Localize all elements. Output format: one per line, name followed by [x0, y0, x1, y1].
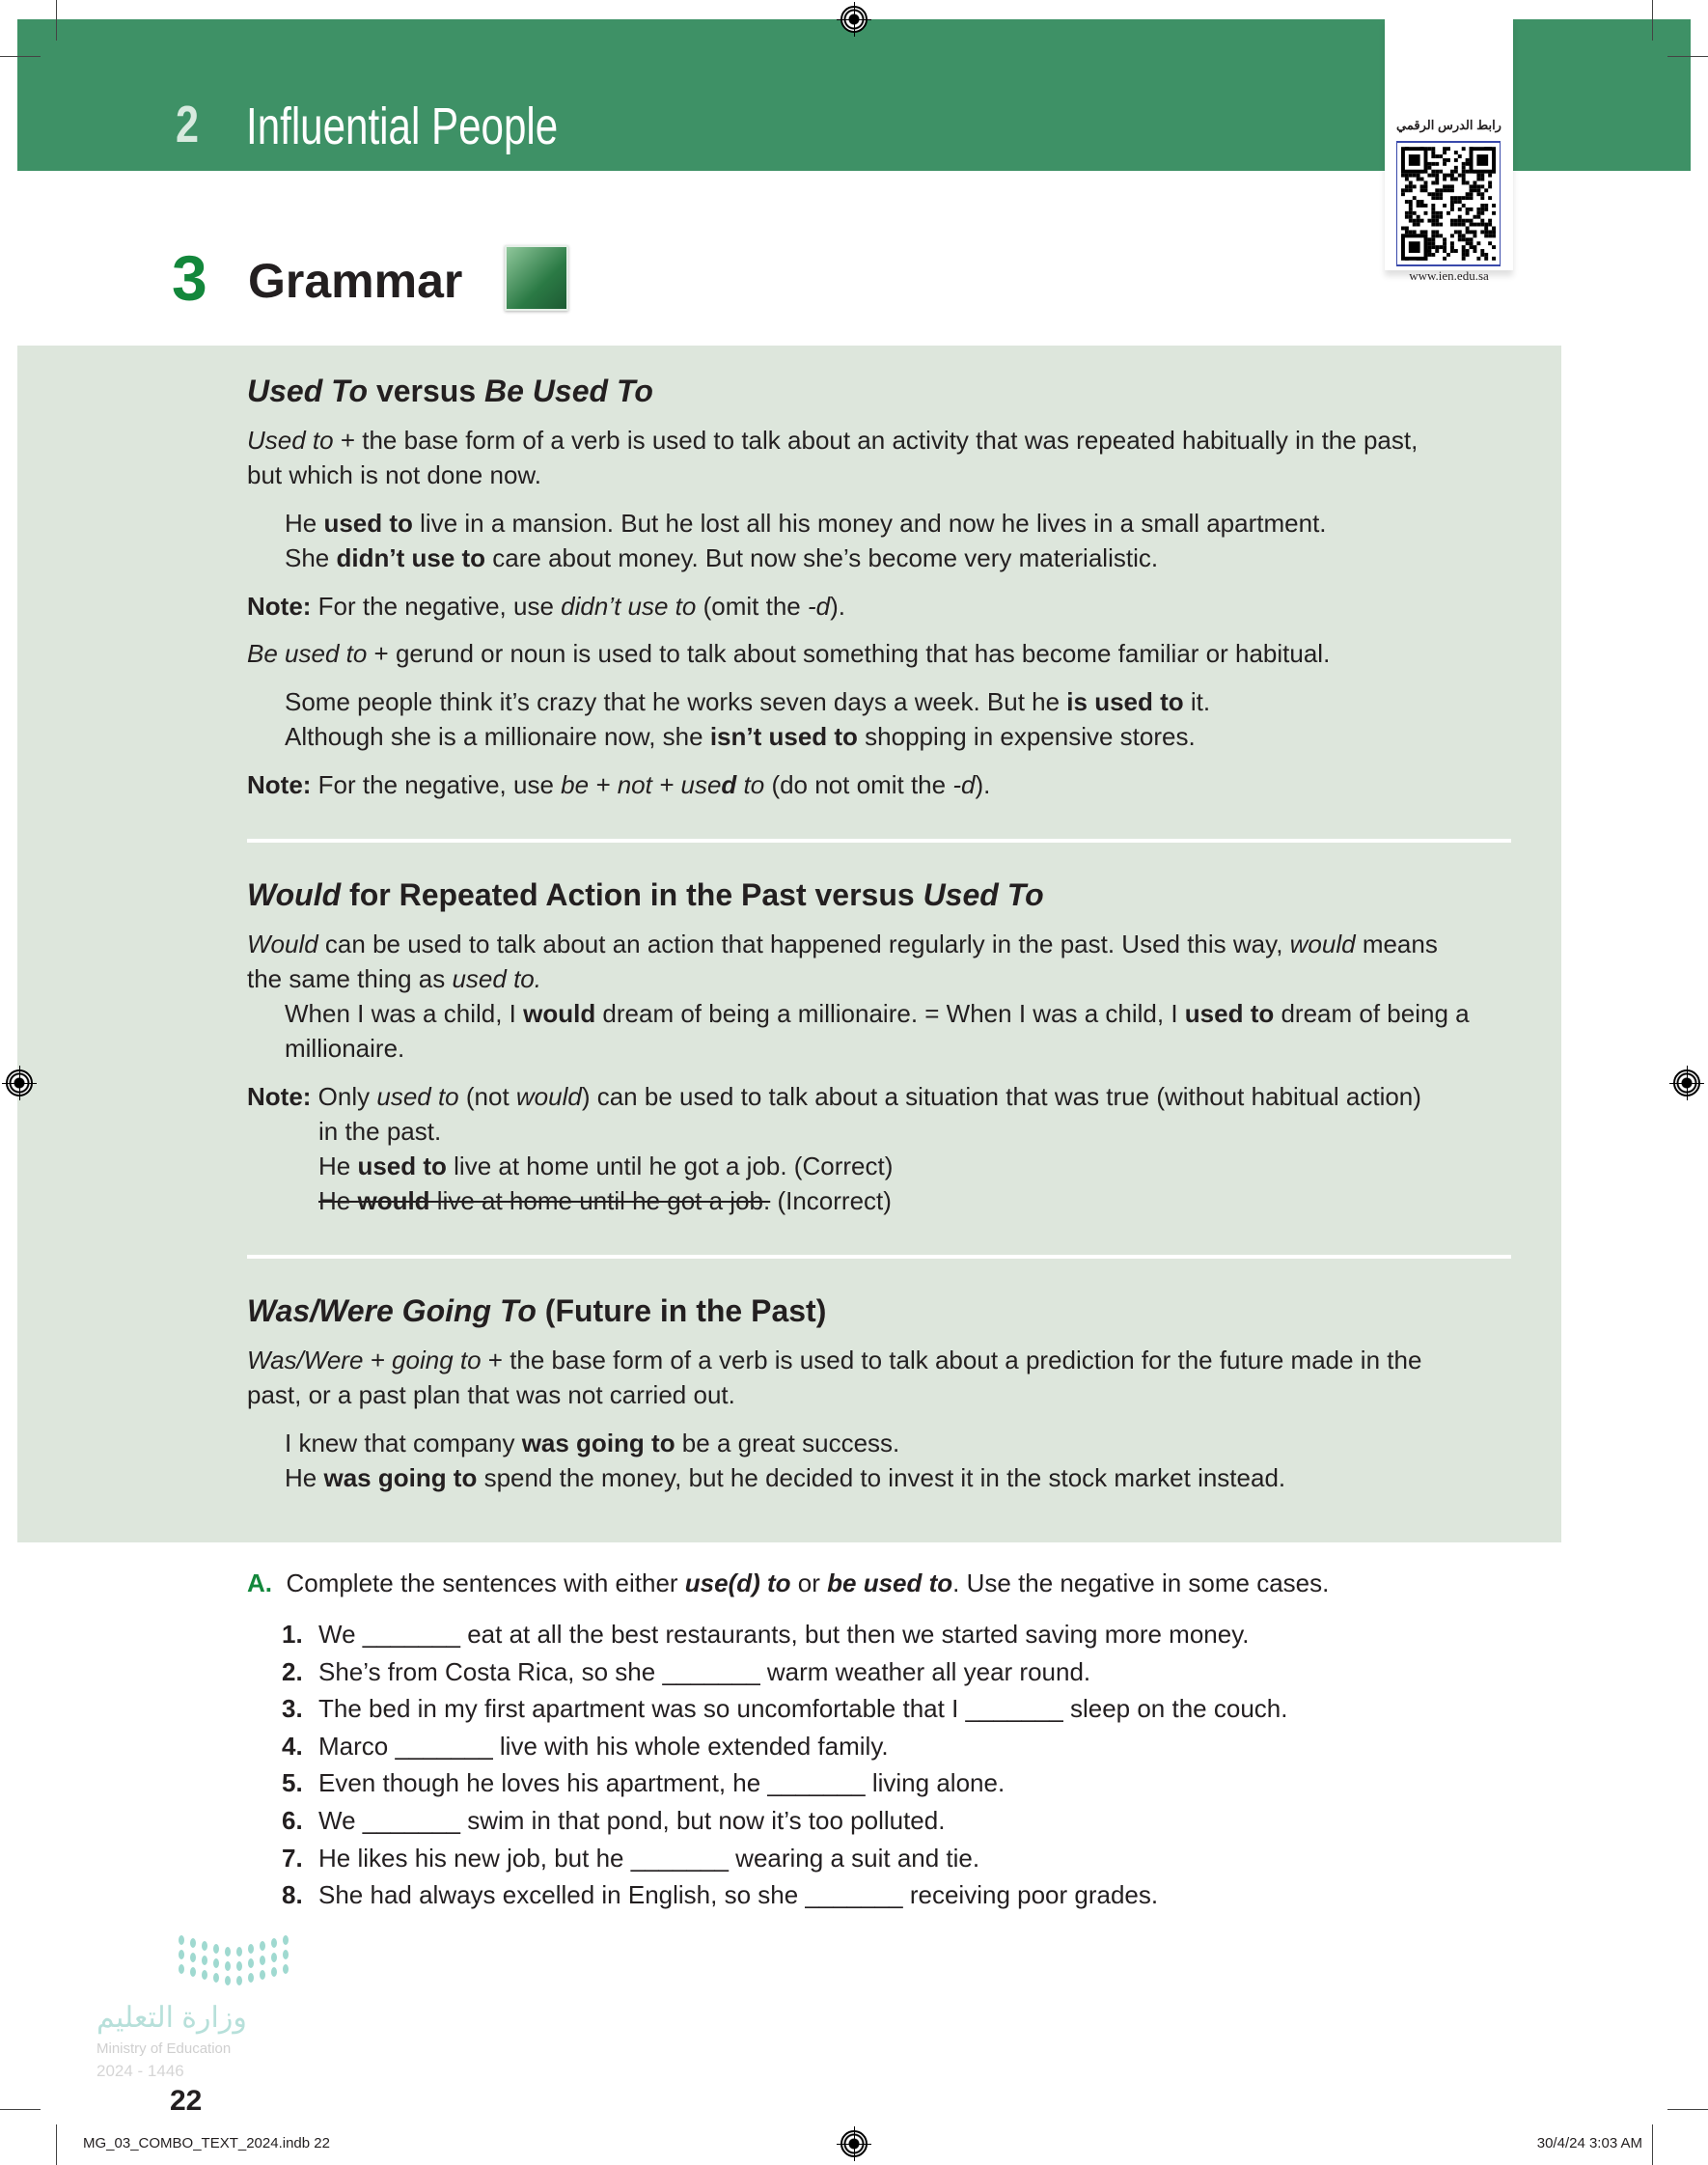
- text-segment: was going to: [323, 1463, 478, 1492]
- exercise-item: [282, 1691, 1287, 1729]
- print-timestamp: 30/4/24 3:03 AM: [1536, 2135, 1642, 2151]
- text-line: [247, 1114, 1511, 1149]
- text-segment: used to: [323, 509, 413, 538]
- text-segment: to: [736, 770, 765, 799]
- text-segment: would: [1289, 930, 1356, 958]
- text-segment: Some people think it’s crazy that he works seven days a week. But he: [285, 687, 1067, 716]
- text-segment: is used to: [1066, 687, 1184, 716]
- text-segment: live at home until he got a job.: [429, 1186, 771, 1215]
- exercise-instruction: [247, 1566, 1329, 1600]
- item-text: Marco _______ live with his whole extended family.: [318, 1731, 889, 1761]
- exercise-item: [282, 1617, 1287, 1654]
- item-text: He likes his new job, but he _______ wearing a suit and tie.: [318, 1843, 980, 1873]
- text-segment: versus: [368, 374, 485, 408]
- text-segment: or: [790, 1568, 828, 1597]
- text-segment: Be Used To: [484, 374, 653, 408]
- item-text: She had always excelled in English, so she _______ receiving poor grades.: [318, 1880, 1159, 1910]
- text-segment: He: [318, 1152, 358, 1180]
- text-segment: be a great success.: [675, 1429, 900, 1457]
- text-segment: ).: [830, 592, 845, 621]
- grammar-content: [247, 372, 1511, 1495]
- text-segment: (do not omit the: [764, 770, 953, 799]
- crop-mark-icon: [1667, 56, 1708, 57]
- crop-mark-icon: [56, 2124, 57, 2165]
- para-block: [247, 927, 1511, 996]
- example-block: [247, 996, 1511, 1066]
- text-line: [247, 636, 1511, 671]
- text-segment: For the negative, use: [311, 592, 562, 621]
- qr-label: رابط الدرس الرقمي: [1396, 118, 1501, 132]
- text-segment: + the base form of a verb is used to talk about an activity that was repeated habitually in the past,: [333, 426, 1419, 455]
- example-block: [247, 506, 1511, 575]
- unit-number: 2: [176, 96, 200, 153]
- text-segment: would: [515, 1082, 582, 1111]
- exercise-items: [282, 1617, 1287, 1915]
- qr-code-icon[interactable]: [1396, 141, 1501, 266]
- book-icon: [505, 245, 568, 311]
- text-line: [247, 767, 1511, 802]
- item-number: 5.: [282, 1768, 303, 1798]
- text-segment: Although she is a millionaire now, she: [285, 722, 710, 751]
- text-segment: Would: [247, 877, 342, 912]
- text-segment: Was/Were Going To: [247, 1293, 537, 1328]
- text-line: [247, 1149, 1511, 1183]
- text-line: [247, 927, 1511, 961]
- text-segment: (omit the: [696, 592, 808, 621]
- text-segment: Used To: [247, 374, 369, 408]
- text-segment: Would: [247, 930, 318, 958]
- section-number: 3: [172, 242, 207, 314]
- item-text: We _______ swim in that pond, but now it’s too polluted.: [318, 1805, 946, 1835]
- item-number: 1.: [282, 1620, 303, 1649]
- text-segment: would: [523, 999, 596, 1028]
- text-segment: Only: [311, 1082, 377, 1111]
- text-segment: care about money. But now she’s become very materialistic.: [485, 543, 1159, 572]
- grammar-heading: [247, 875, 1511, 914]
- instruction-text: [286, 1568, 1329, 1597]
- text-line: [285, 541, 1511, 575]
- text-segment: dream of being a millionaire. = When I was a child, I: [595, 999, 1185, 1028]
- text-segment: used to: [376, 1082, 459, 1111]
- text-segment: He: [318, 1186, 358, 1215]
- text-segment: live in a mansion. But he lost all his money and now he lives in a small apartment.: [412, 509, 1327, 538]
- text-line: [247, 458, 1511, 492]
- text-line: [285, 684, 1511, 719]
- item-number: 7.: [282, 1843, 303, 1873]
- qr-url[interactable]: www.ien.edu.sa: [1409, 268, 1489, 283]
- text-segment: be + not + use: [561, 770, 722, 799]
- item-number: 2.: [282, 1656, 303, 1686]
- section-title: Grammar: [248, 254, 463, 308]
- text-line: [247, 423, 1511, 458]
- example-block: [247, 684, 1511, 754]
- text-segment: For the negative, use: [311, 770, 562, 799]
- section-divider: [247, 1255, 1511, 1259]
- text-line: [285, 506, 1511, 541]
- text-segment: was going to: [521, 1429, 675, 1457]
- text-segment: for Repeated Action in the Past versus: [341, 877, 923, 912]
- text-line: [247, 1183, 1511, 1218]
- text-segment: in the past.: [318, 1117, 442, 1146]
- text-segment: but which is not done now.: [247, 460, 541, 489]
- text-segment: + the base form of a verb is used to talk about a prediction for the future made in the: [481, 1346, 1422, 1374]
- crop-mark-icon: [1652, 2124, 1653, 2165]
- text-segment: Be used to: [247, 639, 368, 668]
- text-segment: Note:: [247, 592, 312, 621]
- text-segment: -d: [952, 770, 976, 799]
- text-segment: -d: [807, 592, 831, 621]
- text-segment: He: [285, 1463, 324, 1492]
- exercise-letter: A.: [247, 1568, 272, 1597]
- text-segment: (not: [458, 1082, 516, 1111]
- text-line: [285, 1426, 1511, 1460]
- item-text: We _______ eat at all the best restaurants, but then we started saving more money.: [318, 1620, 1250, 1649]
- ministry-logo-icon: [96, 1930, 347, 2008]
- item-number: 6.: [282, 1805, 303, 1835]
- exercise-item: [282, 1729, 1287, 1766]
- note-block: [247, 589, 1511, 624]
- text-line: [285, 996, 1511, 1031]
- exercise-item: [282, 1877, 1287, 1915]
- item-text: Even though he loves his apartment, he _______ living alone.: [318, 1768, 1006, 1798]
- text-segment: used to: [357, 1152, 447, 1180]
- para-block: [247, 1343, 1511, 1412]
- text-segment: it.: [1183, 687, 1211, 716]
- exercise-item: [282, 1765, 1287, 1803]
- text-segment: millionaire.: [285, 1034, 405, 1063]
- qr-card[interactable]: [1385, 17, 1513, 283]
- item-number: 3.: [282, 1694, 303, 1724]
- text-line: [247, 1079, 1511, 1114]
- exercise-item: [282, 1841, 1287, 1878]
- text-segment: used to: [1184, 999, 1275, 1028]
- note-block: [247, 1079, 1511, 1218]
- text-line: [285, 1031, 1511, 1066]
- text-segment: can be used to talk about an action that happened regularly in the past. Used this way,: [317, 930, 1290, 958]
- registration-mark-icon: [1673, 1069, 1700, 1096]
- text-segment: d: [721, 770, 737, 799]
- text-line: [247, 1377, 1511, 1412]
- ministry-years: 2024 - 1446: [96, 2062, 184, 2080]
- text-segment: (Incorrect): [770, 1186, 892, 1215]
- grammar-heading: [247, 372, 1511, 410]
- text-segment: means: [1355, 930, 1438, 958]
- text-segment: She: [285, 543, 337, 572]
- text-segment: I knew that company: [285, 1429, 522, 1457]
- crop-mark-icon: [0, 2109, 41, 2110]
- text-line: [285, 719, 1511, 754]
- text-segment: + gerund or noun is used to talk about something that has become familiar or habitual.: [367, 639, 1331, 668]
- ministry-name-english: Ministry of Education: [96, 2040, 232, 2057]
- text-segment: Complete the sentences with either: [286, 1568, 685, 1597]
- text-segment: Used to: [247, 426, 334, 455]
- registration-mark-icon: [6, 1069, 33, 1096]
- item-number: 8.: [282, 1880, 303, 1910]
- section-divider: [247, 839, 1511, 843]
- text-segment: Note:: [247, 770, 312, 799]
- exercise-item: [282, 1803, 1287, 1841]
- unit-title: Influential People: [246, 97, 559, 155]
- text-segment: Used To: [923, 877, 1044, 912]
- registration-mark-icon: [840, 6, 868, 33]
- item-text: She’s from Costa Rica, so she _______ warm weather all year round.: [318, 1656, 1091, 1686]
- text-segment: didn’t use to: [561, 592, 697, 621]
- text-segment: live at home until he got a job. (Correct): [446, 1152, 894, 1180]
- text-line: [247, 961, 1511, 996]
- item-number: 4.: [282, 1731, 303, 1761]
- example-block: [247, 1426, 1511, 1495]
- text-segment: (Future in the Past): [536, 1293, 827, 1328]
- text-segment: didn’t use to: [336, 543, 486, 572]
- text-segment: dream of being a: [1274, 999, 1470, 1028]
- text-segment: He: [285, 509, 324, 538]
- crop-mark-icon: [56, 0, 57, 41]
- text-segment: shopping in expensive stores.: [857, 722, 1196, 751]
- text-segment: spend the money, but he decided to invest it in the stock market instead.: [477, 1463, 1286, 1492]
- text-segment: used to.: [452, 964, 541, 993]
- registration-mark-icon: [840, 2130, 868, 2157]
- crop-mark-icon: [1652, 0, 1653, 41]
- crop-mark-icon: [1667, 2109, 1708, 2110]
- exercise-item: [282, 1654, 1287, 1692]
- note-block: [247, 767, 1511, 802]
- text-line: [247, 589, 1511, 624]
- file-info: MG_03_COMBO_TEXT_2024.indb 22: [83, 2135, 330, 2151]
- ministry-name-arabic: وزارة التعليم: [96, 2002, 247, 2034]
- text-segment: past, or a past plan that was not carried out.: [247, 1380, 735, 1409]
- text-segment: Was/Were + going to: [247, 1346, 482, 1374]
- text-line: [247, 1343, 1511, 1377]
- para-block: [247, 636, 1511, 671]
- text-segment: the same thing as: [247, 964, 453, 993]
- text-segment: When I was a child, I: [285, 999, 524, 1028]
- text-segment: use(d) to: [684, 1568, 791, 1597]
- text-segment: isn’t used to: [709, 722, 858, 751]
- para-block: [247, 423, 1511, 492]
- text-segment: be used to: [827, 1568, 953, 1597]
- text-line: [285, 1460, 1511, 1495]
- text-segment: Note:: [247, 1082, 312, 1111]
- grammar-heading: [247, 1291, 1511, 1330]
- text-segment: would: [357, 1186, 430, 1215]
- crop-mark-icon: [0, 56, 41, 57]
- text-segment: ) can be used to talk about a situation that was true (without habitual action): [581, 1082, 1421, 1111]
- item-text: The bed in my first apartment was so uncomfortable that I _______ sleep on the couch.: [318, 1694, 1288, 1724]
- page-number: 22: [170, 2085, 203, 2117]
- text-segment: ).: [975, 770, 991, 799]
- text-segment: . Use the negative in some cases.: [952, 1568, 1330, 1597]
